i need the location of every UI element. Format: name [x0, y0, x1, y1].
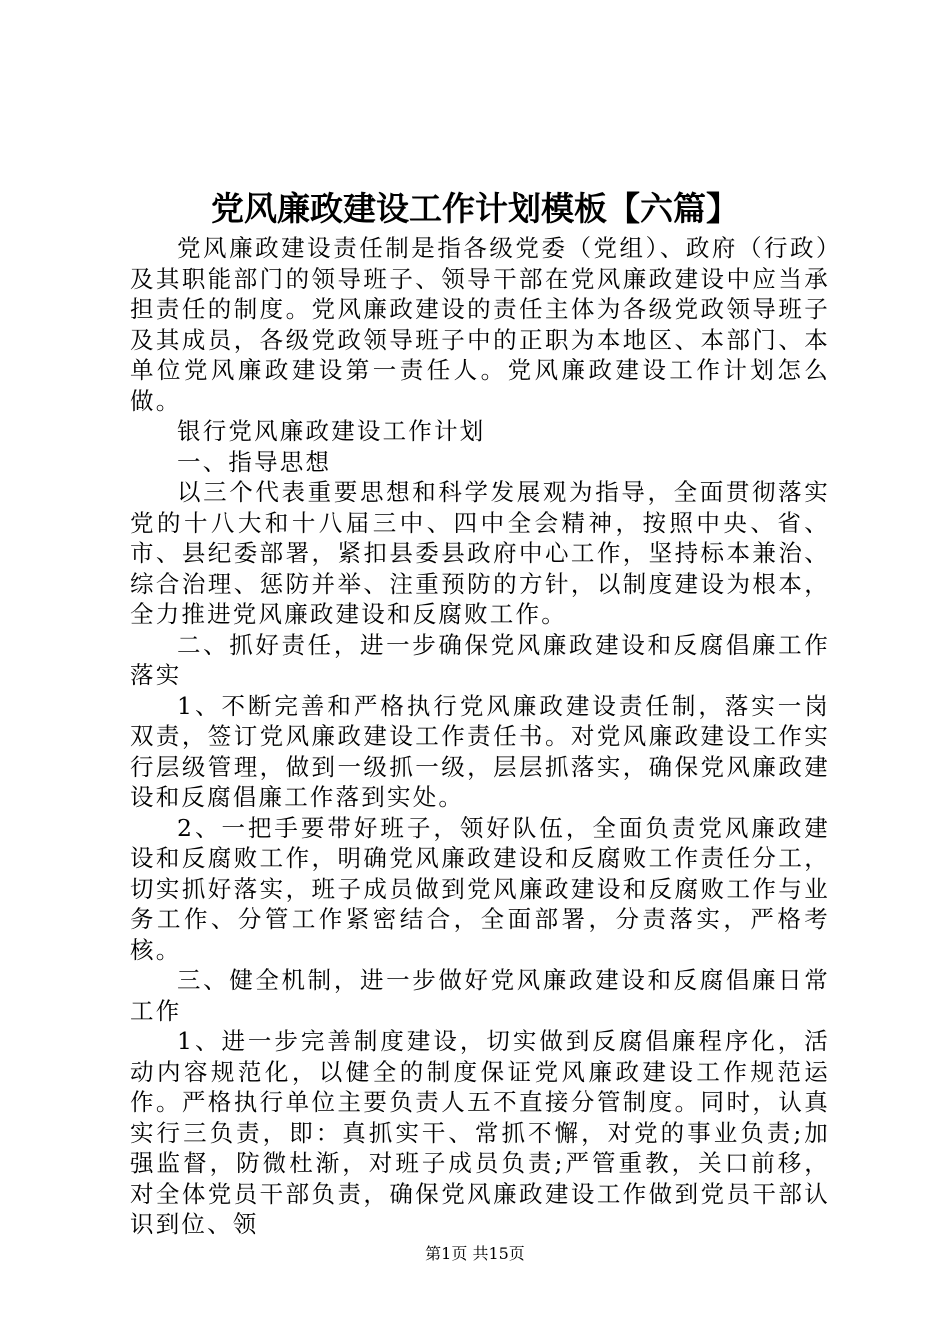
responsibility-item-2: 2、一把手要带好班子，领好队伍，全面负责党风廉政建设和反腐败工作，明确党风廉政建设和反腐败工作责任分工，切实抓好落实，班子成员做到党风廉政建设和反腐败工作与业务工作、分管工作紧密结合，全面部署，分责落实，严格考核。	[130, 813, 830, 964]
section-heading-guiding-ideology: 一、指导思想	[177, 447, 332, 476]
section-heading-bank-plan: 银行党风廉政建设工作计划	[177, 417, 486, 445]
section-heading-mechanism: 三、健全机制，进一步做好党风廉政建设和反腐倡廉日常工作	[130, 966, 830, 1025]
document-title: 党风廉政建设工作计划模板【六篇】	[211, 189, 739, 228]
guiding-ideology-paragraph: 以三个代表重要思想和科学发展观为指导，全面贯彻落实党的十八大和十八届三中、四中全会精神，按照中央、省、市、县纪委部署，紧扣县委县政府中心工作，坚持标本兼治、综合治理、惩防并举、注重预防的方针，以制度建设为根本，全力推进党风廉政建设和反腐败工作。	[130, 478, 830, 628]
page-number-footer: 第1页 共15页	[425, 1244, 525, 1263]
mechanism-item-1: 1、进一步完善制度建设，切实做到反腐倡廉程序化，活动内容规范化，以健全的制度保证党风廉政建设工作规范运作。严格执行单位主要负责人五不直接分管制度。同时，认真实行三负责，即：真抓实干、常抓不懈，对党的事业负责;加强监督，防微杜渐，对班子成员负责;严管重教，关口前移，对全体党员干部负责，确保党风廉政建设工作做到党员干部认识到位、领	[130, 1027, 830, 1238]
section-heading-responsibility: 二、抓好责任，进一步确保党风廉政建设和反腐倡廉工作落实	[130, 630, 830, 689]
document-body	[130, 233, 830, 1240]
responsibility-item-1: 1、不断完善和严格执行党风廉政建设责任制，落实一岗双责，签订党风廉政建设工作责任书。对党风廉政建设工作实行层级管理，做到一级抓一级，层层抓落实，确保党风廉政建设和反腐倡廉工作落到实处。	[130, 691, 830, 811]
intro-paragraph: 党风廉政建设责任制是指各级党委（党组）、政府（行政）及其职能部门的领导班子、领导干部在党风廉政建设中应当承担责任的制度。党风廉政建设的责任主体为各级党政领导班子及其成员，各级党政领导班子中的正职为本地区、本部门、本单位党风廉政建设第一责任人。党风廉政建设工作计划怎么做。	[130, 234, 830, 415]
